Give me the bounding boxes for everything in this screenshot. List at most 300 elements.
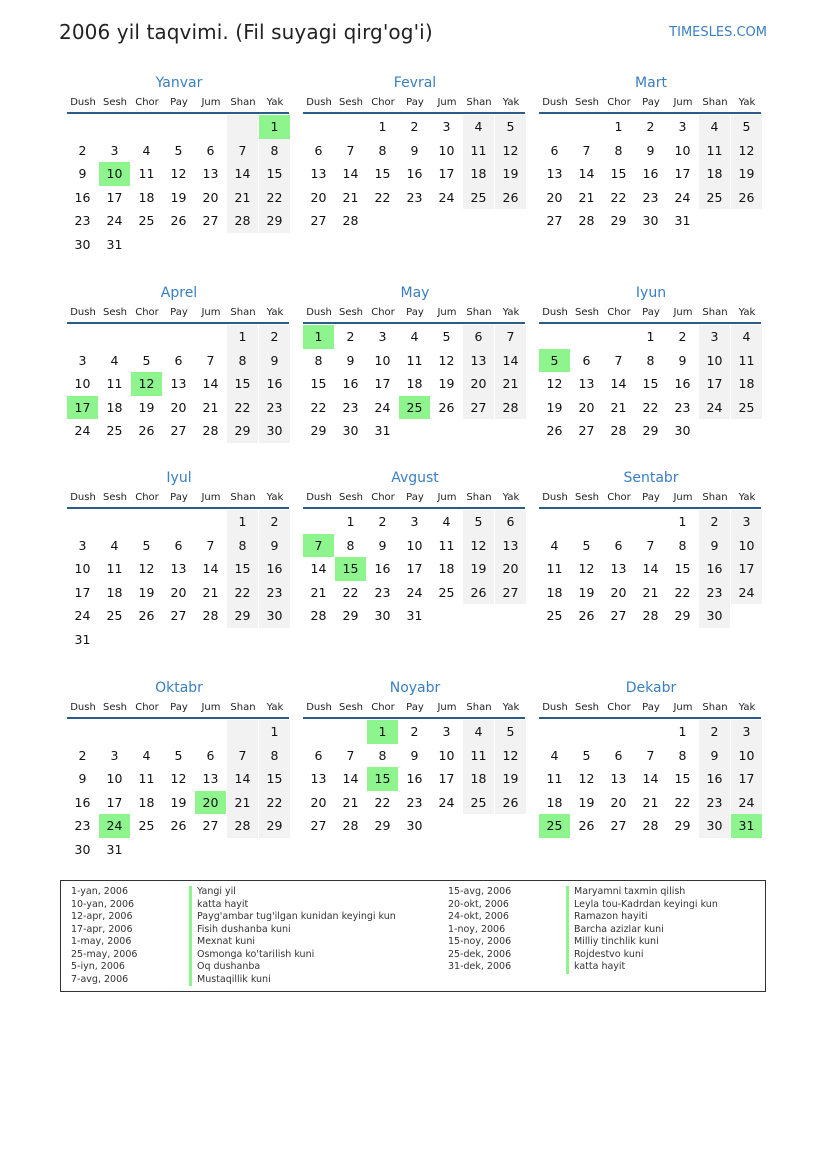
day-cell[interactable]: 21 — [578, 189, 595, 205]
day-cell[interactable]: 19 — [578, 794, 595, 810]
day-cell[interactable]: 24 — [438, 794, 455, 810]
day-cell[interactable]: 8 — [346, 537, 355, 553]
day-cell[interactable]: 25 — [463, 791, 494, 815]
day-cell[interactable]: 3 — [410, 514, 419, 529]
day-cell[interactable]: 19 — [170, 189, 187, 205]
day-cell[interactable]: 19 — [138, 584, 155, 600]
day-cell[interactable]: 13 — [546, 166, 563, 182]
day-cell[interactable]: 16 — [74, 189, 91, 205]
day-cell[interactable]: 20 — [170, 399, 187, 415]
day-cell[interactable]: 14 — [578, 166, 595, 182]
day-cell[interactable]: 20 — [310, 189, 327, 205]
day-cell[interactable]: 4 — [463, 115, 494, 139]
day-cell[interactable]: 21 — [342, 189, 359, 205]
day-cell[interactable]: 27 — [610, 608, 627, 624]
day-cell[interactable]: 28 — [202, 423, 219, 439]
day-cell[interactable]: 9 — [410, 142, 419, 158]
day-cell[interactable]: 9 — [78, 166, 87, 182]
day-cell[interactable]: 1 — [678, 724, 687, 739]
day-cell[interactable]: 8 — [259, 744, 290, 768]
day-cell[interactable]: 12 — [578, 771, 595, 787]
day-cell[interactable]: 23 — [259, 581, 290, 605]
day-cell[interactable]: 27 — [170, 423, 187, 439]
day-cell[interactable]: 16 — [699, 557, 730, 581]
day-cell[interactable]: 7 — [614, 352, 623, 368]
day-cell[interactable]: 10 — [699, 349, 730, 373]
day-cell[interactable]: 30 — [74, 841, 91, 857]
day-cell[interactable]: 15 — [227, 557, 258, 581]
day-cell[interactable]: 13 — [310, 166, 327, 182]
day-cell[interactable]: 11 — [138, 166, 155, 182]
day-cell[interactable]: 26 — [138, 423, 155, 439]
day-cell[interactable]: 17 — [374, 376, 391, 392]
day-cell[interactable]: 22 — [342, 584, 359, 600]
day-cell[interactable]: 2 — [78, 747, 87, 763]
day-cell[interactable]: 10 — [674, 142, 691, 158]
day-cell[interactable]: 6 — [495, 510, 526, 534]
day-cell[interactable]: 24 — [699, 396, 730, 420]
day-cell[interactable]: 24 — [374, 399, 391, 415]
day-cell[interactable]: 9 — [346, 352, 355, 368]
day-cell[interactable]: 18 — [546, 584, 563, 600]
site-brand-link[interactable]: TIMESLES.COM — [669, 25, 767, 40]
day-cell[interactable]: 27 — [202, 213, 219, 229]
day-cell[interactable]: 26 — [170, 818, 187, 834]
day-cell[interactable]: 9 — [378, 537, 387, 553]
day-cell[interactable]: 25 — [138, 818, 155, 834]
day-cell[interactable]: 30 — [642, 213, 659, 229]
day-cell[interactable]: 11 — [546, 771, 563, 787]
day-cell[interactable]: 15 — [227, 372, 258, 396]
day-cell[interactable]: 25 — [106, 608, 123, 624]
day-cell[interactable]: 7 — [227, 139, 258, 163]
day-cell[interactable]: 2 — [410, 119, 419, 134]
day-cell[interactable]: 7 — [346, 747, 355, 763]
day-cell[interactable]: 22 — [259, 186, 290, 210]
day-cell[interactable]: 16 — [674, 376, 691, 392]
day-cell[interactable]: 14 — [202, 561, 219, 577]
day-cell[interactable]: 16 — [406, 771, 423, 787]
day-cell[interactable]: 9 — [259, 534, 290, 558]
day-cell[interactable]: 18 — [138, 189, 155, 205]
day-cell[interactable]: 4 — [550, 537, 559, 553]
day-cell[interactable]: 26 — [578, 608, 595, 624]
holiday-day-cell[interactable]: 10 — [99, 162, 130, 186]
day-cell[interactable]: 21 — [202, 399, 219, 415]
day-cell[interactable]: 27 — [202, 818, 219, 834]
day-cell[interactable]: 22 — [227, 581, 258, 605]
day-cell[interactable]: 10 — [731, 744, 762, 768]
day-cell[interactable]: 28 — [642, 608, 659, 624]
day-cell[interactable]: 9 — [699, 534, 730, 558]
day-cell[interactable]: 9 — [410, 747, 419, 763]
day-cell[interactable]: 23 — [699, 791, 730, 815]
day-cell[interactable]: 5 — [495, 115, 526, 139]
day-cell[interactable]: 13 — [610, 771, 627, 787]
holiday-day-cell[interactable]: 17 — [67, 396, 98, 420]
day-cell[interactable]: 14 — [642, 771, 659, 787]
day-cell[interactable]: 26 — [495, 791, 526, 815]
day-cell[interactable]: 30 — [259, 419, 290, 443]
day-cell[interactable]: 3 — [731, 720, 762, 744]
day-cell[interactable]: 26 — [578, 818, 595, 834]
day-cell[interactable]: 4 — [442, 514, 451, 529]
day-cell[interactable]: 31 — [106, 236, 123, 252]
day-cell[interactable]: 13 — [463, 349, 494, 373]
day-cell[interactable]: 3 — [78, 537, 87, 553]
day-cell[interactable]: 3 — [110, 142, 119, 158]
day-cell[interactable]: 2 — [699, 510, 730, 534]
day-cell[interactable]: 1 — [378, 119, 387, 134]
day-cell[interactable]: 26 — [495, 186, 526, 210]
day-cell[interactable]: 24 — [74, 423, 91, 439]
day-cell[interactable]: 19 — [438, 376, 455, 392]
day-cell[interactable]: 12 — [170, 771, 187, 787]
day-cell[interactable]: 8 — [678, 747, 687, 763]
day-cell[interactable]: 20 — [170, 584, 187, 600]
day-cell[interactable]: 29 — [227, 419, 258, 443]
day-cell[interactable]: 15 — [674, 561, 691, 577]
holiday-day-cell[interactable]: 15 — [367, 767, 398, 791]
day-cell[interactable]: 1 — [678, 514, 687, 529]
day-cell[interactable]: 23 — [406, 794, 423, 810]
holiday-day-cell[interactable]: 25 — [539, 814, 570, 838]
day-cell[interactable]: 11 — [138, 771, 155, 787]
day-cell[interactable]: 4 — [410, 329, 419, 344]
day-cell[interactable]: 14 — [202, 376, 219, 392]
day-cell[interactable]: 5 — [174, 142, 183, 158]
day-cell[interactable]: 23 — [342, 399, 359, 415]
holiday-day-cell[interactable]: 1 — [367, 720, 398, 744]
day-cell[interactable]: 13 — [170, 561, 187, 577]
day-cell[interactable]: 2 — [646, 119, 655, 134]
day-cell[interactable]: 26 — [731, 186, 762, 210]
day-cell[interactable]: 8 — [378, 142, 387, 158]
day-cell[interactable]: 11 — [546, 561, 563, 577]
holiday-day-cell[interactable]: 31 — [731, 814, 762, 838]
day-cell[interactable]: 14 — [642, 561, 659, 577]
holiday-day-cell[interactable]: 20 — [195, 791, 226, 815]
day-cell[interactable]: 7 — [495, 325, 526, 349]
day-cell[interactable]: 16 — [406, 166, 423, 182]
day-cell[interactable]: 15 — [259, 767, 290, 791]
day-cell[interactable]: 31 — [74, 631, 91, 647]
day-cell[interactable]: 18 — [731, 372, 762, 396]
day-cell[interactable]: 4 — [110, 537, 119, 553]
day-cell[interactable]: 19 — [463, 557, 494, 581]
day-cell[interactable]: 24 — [406, 584, 423, 600]
day-cell[interactable]: 8 — [678, 537, 687, 553]
day-cell[interactable]: 2 — [259, 325, 290, 349]
day-cell[interactable]: 24 — [731, 581, 762, 605]
day-cell[interactable]: 13 — [578, 376, 595, 392]
day-cell[interactable]: 27 — [310, 818, 327, 834]
day-cell[interactable]: 27 — [546, 213, 563, 229]
day-cell[interactable]: 4 — [731, 325, 762, 349]
day-cell[interactable]: 17 — [674, 166, 691, 182]
day-cell[interactable]: 5 — [174, 747, 183, 763]
day-cell[interactable]: 21 — [642, 584, 659, 600]
day-cell[interactable]: 15 — [259, 162, 290, 186]
day-cell[interactable]: 13 — [495, 534, 526, 558]
day-cell[interactable]: 2 — [78, 142, 87, 158]
day-cell[interactable]: 18 — [699, 162, 730, 186]
day-cell[interactable]: 14 — [610, 376, 627, 392]
day-cell[interactable]: 27 — [495, 581, 526, 605]
day-cell[interactable]: 19 — [495, 162, 526, 186]
day-cell[interactable]: 5 — [582, 537, 591, 553]
day-cell[interactable]: 25 — [138, 213, 155, 229]
day-cell[interactable]: 27 — [170, 608, 187, 624]
day-cell[interactable]: 6 — [550, 142, 559, 158]
day-cell[interactable]: 28 — [202, 608, 219, 624]
day-cell[interactable]: 9 — [646, 142, 655, 158]
day-cell[interactable]: 20 — [578, 399, 595, 415]
day-cell[interactable]: 7 — [646, 747, 655, 763]
day-cell[interactable]: 31 — [674, 213, 691, 229]
day-cell[interactable]: 27 — [463, 396, 494, 420]
day-cell[interactable]: 22 — [374, 189, 391, 205]
day-cell[interactable]: 10 — [438, 747, 455, 763]
day-cell[interactable]: 13 — [610, 561, 627, 577]
day-cell[interactable]: 7 — [582, 142, 591, 158]
day-cell[interactable]: 12 — [546, 376, 563, 392]
day-cell[interactable]: 29 — [674, 818, 691, 834]
day-cell[interactable]: 9 — [699, 744, 730, 768]
day-cell[interactable]: 22 — [642, 399, 659, 415]
day-cell[interactable]: 10 — [106, 771, 123, 787]
day-cell[interactable]: 26 — [438, 399, 455, 415]
day-cell[interactable]: 19 — [546, 399, 563, 415]
day-cell[interactable]: 15 — [610, 166, 627, 182]
day-cell[interactable]: 3 — [731, 510, 762, 534]
day-cell[interactable]: 11 — [731, 349, 762, 373]
day-cell[interactable]: 22 — [310, 399, 327, 415]
day-cell[interactable]: 17 — [731, 767, 762, 791]
day-cell[interactable]: 25 — [438, 584, 455, 600]
day-cell[interactable]: 2 — [259, 510, 290, 534]
day-cell[interactable]: 25 — [699, 186, 730, 210]
day-cell[interactable]: 2 — [678, 329, 687, 344]
day-cell[interactable]: 29 — [259, 814, 290, 838]
day-cell[interactable]: 20 — [495, 557, 526, 581]
day-cell[interactable]: 30 — [374, 608, 391, 624]
day-cell[interactable]: 1 — [646, 329, 655, 344]
day-cell[interactable]: 21 — [202, 584, 219, 600]
day-cell[interactable]: 16 — [259, 557, 290, 581]
day-cell[interactable]: 5 — [731, 115, 762, 139]
day-cell[interactable]: 23 — [642, 189, 659, 205]
day-cell[interactable]: 8 — [314, 352, 323, 368]
day-cell[interactable]: 7 — [206, 352, 215, 368]
day-cell[interactable]: 6 — [582, 352, 591, 368]
day-cell[interactable]: 5 — [142, 352, 151, 368]
day-cell[interactable]: 30 — [342, 423, 359, 439]
day-cell[interactable]: 29 — [342, 608, 359, 624]
day-cell[interactable]: 23 — [74, 213, 91, 229]
day-cell[interactable]: 29 — [374, 818, 391, 834]
day-cell[interactable]: 25 — [546, 608, 563, 624]
day-cell[interactable]: 15 — [642, 376, 659, 392]
day-cell[interactable]: 18 — [463, 767, 494, 791]
day-cell[interactable]: 16 — [74, 794, 91, 810]
day-cell[interactable]: 21 — [227, 186, 258, 210]
holiday-day-cell[interactable]: 15 — [335, 557, 366, 581]
day-cell[interactable]: 19 — [170, 794, 187, 810]
day-cell[interactable]: 13 — [202, 771, 219, 787]
day-cell[interactable]: 29 — [674, 608, 691, 624]
day-cell[interactable]: 17 — [106, 794, 123, 810]
day-cell[interactable]: 11 — [699, 139, 730, 163]
day-cell[interactable]: 26 — [170, 213, 187, 229]
day-cell[interactable]: 3 — [699, 325, 730, 349]
day-cell[interactable]: 18 — [546, 794, 563, 810]
day-cell[interactable]: 25 — [463, 186, 494, 210]
day-cell[interactable]: 28 — [342, 213, 359, 229]
day-cell[interactable]: 14 — [227, 767, 258, 791]
day-cell[interactable]: 17 — [731, 557, 762, 581]
day-cell[interactable]: 11 — [106, 376, 123, 392]
day-cell[interactable]: 10 — [74, 376, 91, 392]
day-cell[interactable]: 28 — [610, 423, 627, 439]
day-cell[interactable]: 18 — [138, 794, 155, 810]
day-cell[interactable]: 6 — [314, 142, 323, 158]
day-cell[interactable]: 21 — [310, 584, 327, 600]
day-cell[interactable]: 12 — [138, 561, 155, 577]
day-cell[interactable]: 6 — [614, 537, 623, 553]
day-cell[interactable]: 9 — [78, 771, 87, 787]
day-cell[interactable]: 2 — [378, 514, 387, 529]
day-cell[interactable]: 25 — [731, 396, 762, 420]
day-cell[interactable]: 20 — [202, 189, 219, 205]
day-cell[interactable]: 8 — [378, 747, 387, 763]
day-cell[interactable]: 28 — [227, 209, 258, 233]
day-cell[interactable]: 28 — [578, 213, 595, 229]
day-cell[interactable]: 11 — [463, 139, 494, 163]
day-cell[interactable]: 7 — [646, 537, 655, 553]
day-cell[interactable]: 6 — [174, 352, 183, 368]
day-cell[interactable]: 22 — [674, 584, 691, 600]
day-cell[interactable]: 10 — [438, 142, 455, 158]
day-cell[interactable]: 14 — [342, 771, 359, 787]
day-cell[interactable]: 17 — [106, 189, 123, 205]
day-cell[interactable]: 18 — [106, 584, 123, 600]
day-cell[interactable]: 6 — [614, 747, 623, 763]
day-cell[interactable]: 11 — [106, 561, 123, 577]
day-cell[interactable]: 22 — [227, 396, 258, 420]
day-cell[interactable]: 19 — [578, 584, 595, 600]
day-cell[interactable]: 17 — [74, 584, 91, 600]
day-cell[interactable]: 1 — [259, 720, 290, 744]
day-cell[interactable]: 20 — [310, 794, 327, 810]
day-cell[interactable]: 5 — [463, 510, 494, 534]
day-cell[interactable]: 30 — [259, 604, 290, 628]
day-cell[interactable]: 3 — [442, 724, 451, 739]
day-cell[interactable]: 6 — [463, 325, 494, 349]
day-cell[interactable]: 26 — [546, 423, 563, 439]
day-cell[interactable]: 27 — [310, 213, 327, 229]
day-cell[interactable]: 7 — [206, 537, 215, 553]
day-cell[interactable]: 21 — [342, 794, 359, 810]
holiday-day-cell[interactable]: 24 — [99, 814, 130, 838]
day-cell[interactable]: 31 — [374, 423, 391, 439]
day-cell[interactable]: 13 — [202, 166, 219, 182]
day-cell[interactable]: 10 — [731, 534, 762, 558]
day-cell[interactable]: 6 — [206, 747, 215, 763]
day-cell[interactable]: 3 — [110, 747, 119, 763]
day-cell[interactable]: 9 — [259, 349, 290, 373]
day-cell[interactable]: 30 — [699, 814, 730, 838]
holiday-day-cell[interactable]: 1 — [259, 115, 290, 139]
day-cell[interactable]: 23 — [699, 581, 730, 605]
day-cell[interactable]: 23 — [374, 584, 391, 600]
day-cell[interactable]: 14 — [310, 561, 327, 577]
day-cell[interactable]: 28 — [342, 818, 359, 834]
day-cell[interactable]: 20 — [463, 372, 494, 396]
day-cell[interactable]: 24 — [438, 189, 455, 205]
day-cell[interactable]: 4 — [110, 352, 119, 368]
day-cell[interactable]: 19 — [495, 767, 526, 791]
day-cell[interactable]: 16 — [374, 561, 391, 577]
day-cell[interactable]: 22 — [674, 794, 691, 810]
day-cell[interactable]: 2 — [410, 724, 419, 739]
day-cell[interactable]: 28 — [642, 818, 659, 834]
day-cell[interactable]: 12 — [578, 561, 595, 577]
day-cell[interactable]: 1 — [227, 325, 258, 349]
day-cell[interactable]: 29 — [259, 209, 290, 233]
day-cell[interactable]: 28 — [495, 396, 526, 420]
day-cell[interactable]: 29 — [227, 604, 258, 628]
day-cell[interactable]: 18 — [438, 561, 455, 577]
day-cell[interactable]: 6 — [314, 747, 323, 763]
day-cell[interactable]: 22 — [374, 794, 391, 810]
day-cell[interactable]: 23 — [259, 396, 290, 420]
day-cell[interactable]: 27 — [578, 423, 595, 439]
day-cell[interactable]: 30 — [674, 423, 691, 439]
day-cell[interactable]: 29 — [610, 213, 627, 229]
day-cell[interactable]: 10 — [406, 537, 423, 553]
day-cell[interactable]: 13 — [170, 376, 187, 392]
holiday-day-cell[interactable]: 7 — [303, 534, 334, 558]
day-cell[interactable]: 26 — [138, 608, 155, 624]
day-cell[interactable]: 6 — [206, 142, 215, 158]
day-cell[interactable]: 7 — [227, 744, 258, 768]
day-cell[interactable]: 19 — [731, 162, 762, 186]
day-cell[interactable]: 13 — [310, 771, 327, 787]
day-cell[interactable]: 3 — [678, 119, 687, 134]
day-cell[interactable]: 22 — [259, 791, 290, 815]
day-cell[interactable]: 18 — [406, 376, 423, 392]
day-cell[interactable]: 16 — [642, 166, 659, 182]
day-cell[interactable]: 9 — [678, 352, 687, 368]
day-cell[interactable]: 4 — [463, 720, 494, 744]
day-cell[interactable]: 17 — [406, 561, 423, 577]
day-cell[interactable]: 12 — [495, 139, 526, 163]
day-cell[interactable]: 30 — [74, 236, 91, 252]
day-cell[interactable]: 23 — [74, 818, 91, 834]
day-cell[interactable]: 19 — [138, 399, 155, 415]
day-cell[interactable]: 4 — [699, 115, 730, 139]
day-cell[interactable]: 20 — [610, 794, 627, 810]
day-cell[interactable]: 12 — [495, 744, 526, 768]
day-cell[interactable]: 12 — [170, 166, 187, 182]
day-cell[interactable]: 8 — [227, 534, 258, 558]
day-cell[interactable]: 16 — [342, 376, 359, 392]
day-cell[interactable]: 12 — [463, 534, 494, 558]
holiday-day-cell[interactable]: 25 — [399, 396, 430, 420]
day-cell[interactable]: 8 — [614, 142, 623, 158]
day-cell[interactable]: 17 — [438, 771, 455, 787]
